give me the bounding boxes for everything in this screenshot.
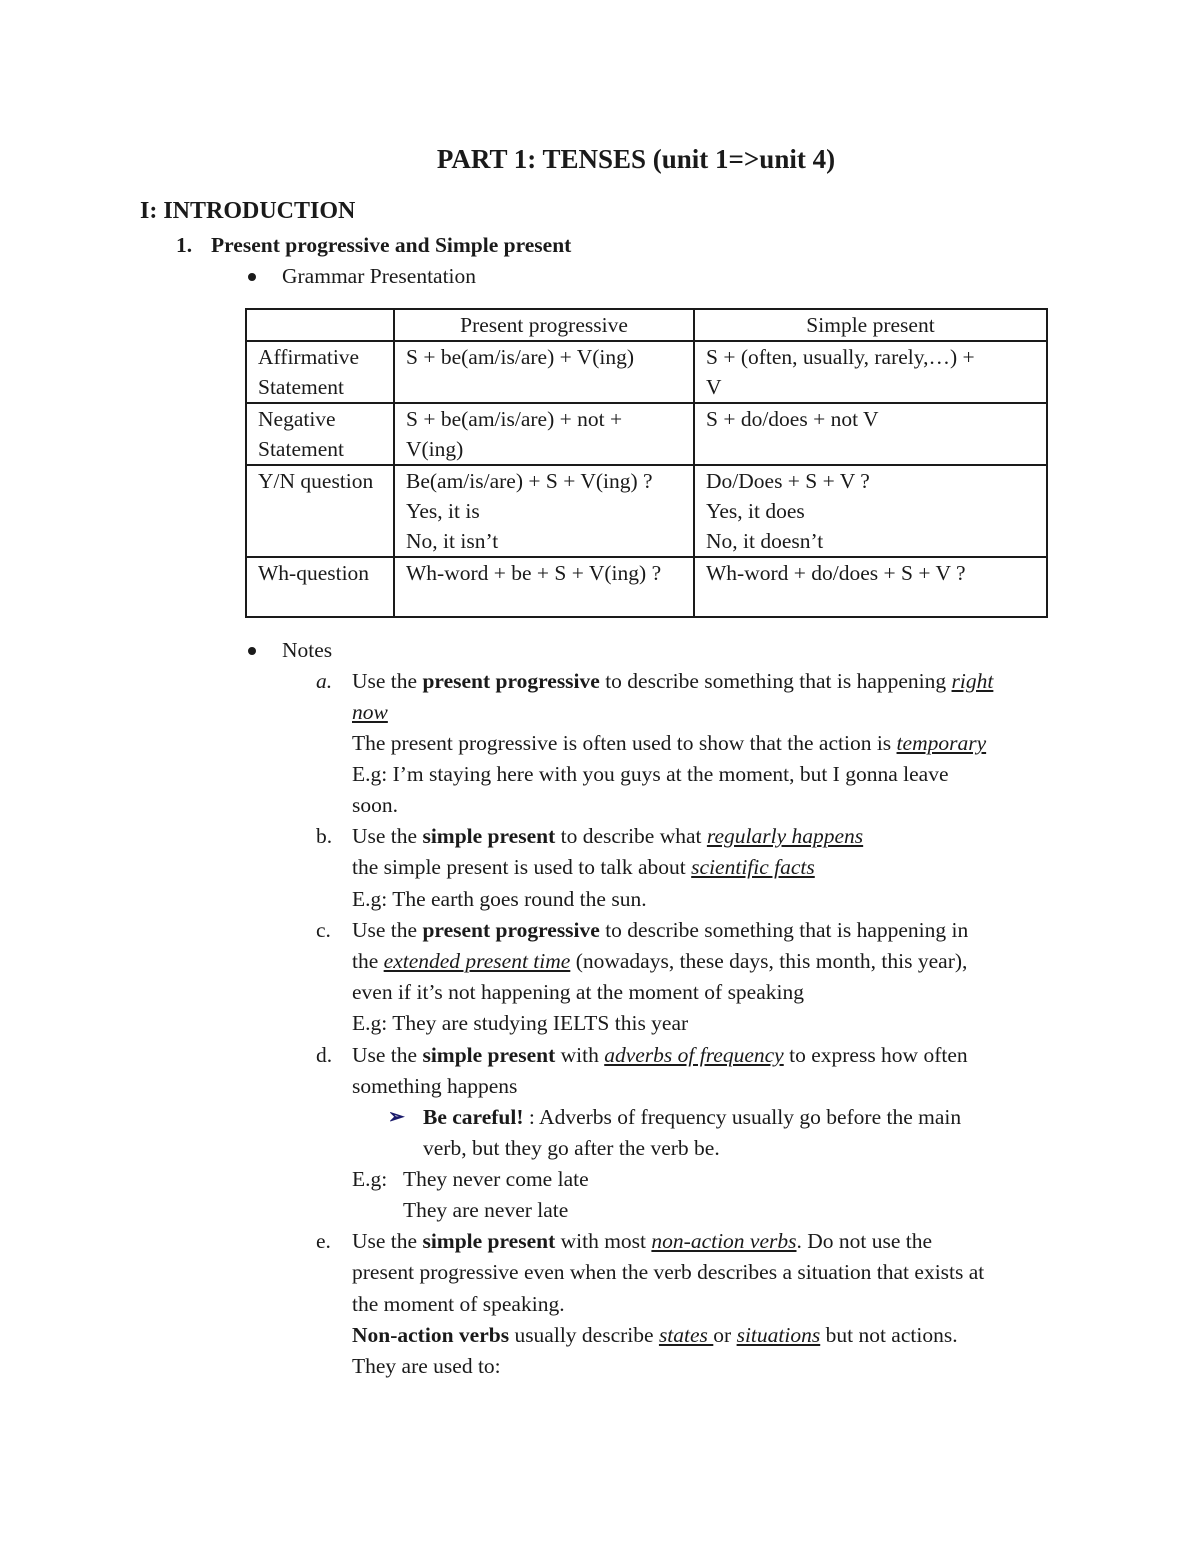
emphasis-term: now	[352, 700, 388, 724]
cell-text: Wh-word + do/does + S + V ?	[706, 561, 966, 585]
cell-text: Be(am/is/are) + S + V(ing) ?	[406, 469, 653, 493]
note-c-line: the extended present time (nowadays, these days, this month, this year),	[352, 949, 968, 973]
note-e-line: They are used to:	[352, 1354, 501, 1378]
arrow-bullet-icon: ➢	[388, 1106, 405, 1128]
cell-text: V	[706, 375, 722, 399]
cell-text: Wh-question	[258, 561, 370, 585]
grammar-table	[245, 308, 1048, 618]
bullet-dot	[248, 647, 256, 655]
table-cell-progressive	[394, 341, 694, 403]
table-cell-progressive	[394, 403, 694, 465]
table-cell-simple	[694, 557, 1047, 617]
table-row-label	[246, 557, 394, 617]
note-marker: a.	[316, 669, 333, 693]
table-row	[246, 465, 1047, 557]
table-cell-progressive	[394, 465, 694, 557]
cell-text: Yes, it does	[706, 499, 805, 523]
table-row-label	[246, 403, 394, 465]
table-header-empty	[246, 309, 394, 341]
table-row	[246, 403, 1047, 465]
note-d-line: Use the simple present with adverbs of frequency to express how often	[352, 1043, 968, 1067]
cell-text: Y/N question	[258, 469, 374, 493]
bullet-grammar-presentation: Grammar Presentation	[282, 264, 477, 288]
cell-text: Yes, it is	[406, 499, 480, 523]
table-row-label	[246, 465, 394, 557]
page-title: PART 1: TENSES (unit 1=>unit 4)	[436, 144, 836, 174]
cell-text: Affirmative	[258, 345, 360, 369]
cell-text: S + be(am/is/are) + not +	[406, 407, 623, 431]
section-heading: I: INTRODUCTION	[140, 198, 356, 224]
note-a-line: soon.	[352, 793, 398, 817]
note-b-line: E.g: The earth goes round the sun.	[352, 887, 647, 911]
note-c-line: Use the present progressive to describe something that is happening in	[352, 918, 969, 942]
cell-text: Statement	[258, 437, 344, 461]
bullet-dot	[248, 273, 256, 281]
note-b-line: the simple present is used to talk about scientific facts	[352, 855, 815, 879]
note-c-line: E.g: They are studying IELTS this year	[352, 1011, 689, 1035]
note-e-line: the moment of speaking.	[352, 1292, 565, 1316]
cell-text: No, it doesn’t	[706, 529, 824, 553]
table-cell-simple	[694, 465, 1047, 557]
subsection-title: Present progressive and Simple present	[211, 233, 572, 257]
note-e-line: present progressive even when the verb describes a situation that exists at	[352, 1260, 985, 1284]
emphasis-term: scientific facts	[691, 855, 815, 879]
note-a-line: Use the present progressive to describe something that is happening right	[352, 669, 994, 693]
emphasis-term: non-action verbs	[651, 1229, 797, 1253]
emphasis-term: adverbs of frequency	[604, 1043, 784, 1067]
note-d-example-label: E.g:	[352, 1167, 388, 1191]
note-marker: e.	[316, 1229, 331, 1253]
table-header-row	[246, 309, 1047, 341]
note-d-example: They are never late	[403, 1198, 569, 1222]
note-d-line: something happens	[352, 1074, 518, 1098]
note-marker: c.	[316, 918, 331, 942]
cell-text: S + do/does + not V	[706, 407, 879, 431]
table-header-progressive: Present progressive	[394, 309, 694, 341]
cell-text: S + (often, usually, rarely,…) +	[706, 345, 975, 369]
note-e-line: Use the simple present with most non-action verbs. Do not use the	[352, 1229, 933, 1253]
note-b-line: Use the simple present to describe what regularly happens	[352, 824, 864, 848]
cell-text: S + be(am/is/are) + V(ing)	[406, 345, 635, 369]
emphasis-term: regularly happens	[706, 824, 864, 848]
note-e-line: Non-action verbs usually describe states or situations but not actions.	[352, 1323, 958, 1347]
note-a-line: E.g: I’m staying here with you guys at the moment, but I gonna leave	[352, 762, 949, 786]
cell-text: Wh-word + be + S + V(ing) ?	[406, 561, 662, 585]
table-row	[246, 341, 1047, 403]
table-row-label	[246, 341, 394, 403]
note-c-line: even if it’s not happening at the moment of speaking	[352, 980, 804, 1004]
table-cell-simple	[694, 341, 1047, 403]
subsection-number: 1.	[176, 233, 193, 257]
note-a-line	[352, 697, 388, 728]
table-header-simple: Simple present	[694, 309, 1047, 341]
cell-text: No, it isn’t	[406, 529, 499, 553]
note-d-careful: Be careful! : Adverbs of frequency usually go before the main	[423, 1105, 962, 1129]
note-d-careful: verb, but they go after the verb be.	[423, 1136, 720, 1160]
table-row	[246, 557, 1047, 617]
bullet-notes: Notes	[282, 638, 333, 662]
note-marker: b.	[316, 824, 333, 848]
emphasis-term: right	[951, 669, 994, 693]
table-cell-progressive	[394, 557, 694, 617]
cell-text: Negative	[258, 407, 336, 431]
table-cell-simple	[694, 403, 1047, 465]
note-d-example: They never come late	[403, 1167, 589, 1191]
cell-text: Statement	[258, 375, 344, 399]
emphasis-term: extended present time	[383, 949, 571, 973]
emphasis-term: states	[658, 1323, 714, 1347]
note-marker: d.	[316, 1043, 333, 1067]
emphasis-term: temporary	[896, 731, 987, 755]
cell-text: Do/Does + S + V ?	[706, 469, 870, 493]
emphasis-term: situations	[736, 1323, 821, 1347]
cell-text: V(ing)	[406, 437, 464, 461]
note-a-line: The present progressive is often used to show that the action is temporary	[352, 731, 987, 755]
